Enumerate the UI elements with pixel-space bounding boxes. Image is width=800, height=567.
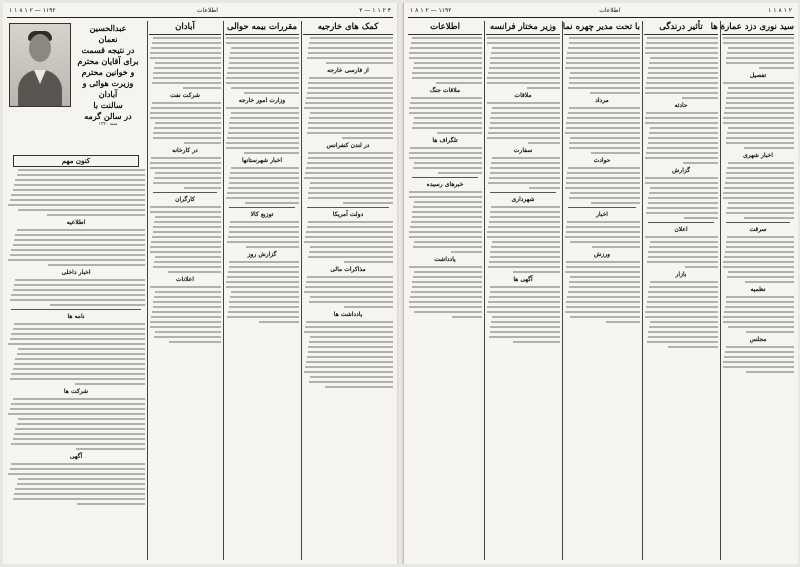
left-head-left: ۱۱۹۲ — ۲ ۱ ۸ ۱ ۱	[9, 7, 56, 14]
portrait-caption	[73, 23, 143, 128]
subheading: مرداد	[595, 97, 609, 104]
caption-line: سالنت با	[93, 100, 123, 110]
caption-line: وزیرت هوائی و آبادان	[82, 78, 134, 99]
subheading: سفارت	[513, 147, 533, 154]
subheading: اخبار	[596, 211, 608, 218]
subheading: شهرداری	[511, 196, 535, 203]
subheading: کارگران	[175, 196, 195, 203]
subheading: اخبار داخلی	[61, 269, 91, 276]
left-col-1	[303, 21, 393, 560]
subheading: توزیع کالا	[250, 211, 274, 218]
right-col-3	[564, 21, 640, 560]
right-col-1	[710, 21, 794, 560]
subheading: اخبار شهری	[743, 152, 773, 159]
subheading: در لندن کنفرانس	[326, 142, 370, 149]
subheading: وزارت امور خارجه	[238, 97, 286, 104]
subheading: مجلس	[749, 336, 767, 343]
column-heading: اطلاعات	[408, 22, 482, 35]
right-col-5	[408, 21, 482, 560]
subheading: ملاقات جنگ	[429, 87, 461, 94]
subheading: نظمیه	[750, 286, 766, 293]
right-col-4	[486, 21, 560, 560]
left-head-right: ۴ ۲ ۱ ۱ — ۲	[359, 7, 391, 14]
subheading: خبرهای رسیده	[426, 181, 464, 188]
subheading: گزارش	[671, 167, 691, 174]
column-heading: تأثیر درندگی	[644, 22, 718, 35]
subheading: شرکت نفت	[170, 92, 200, 99]
right-col-2	[644, 21, 718, 560]
caption-line: عبدالحسین	[89, 23, 127, 33]
right-head-right: ۲ ۱ ۸ ۱ ۱	[768, 7, 792, 14]
subheading: از فارسی خارجه	[327, 67, 369, 74]
caption-line: برای آقایان محترم	[77, 56, 139, 66]
subheading: ورزش	[593, 251, 611, 258]
subheading: اعلانات	[176, 276, 194, 283]
right-head-left: ۱۱۹۲ — ۲ ۱ ۸ ۱	[410, 7, 452, 14]
subheading: تلگراف ها	[432, 137, 458, 144]
newspaper-spread	[3, 3, 797, 564]
left-col-3	[149, 21, 221, 560]
right-head-center: اطلاعات	[599, 7, 621, 14]
left-page	[3, 3, 398, 564]
left-col-2	[225, 21, 299, 560]
subheading: تفصیل	[749, 72, 767, 79]
column-heading: با تحت مدیر چهره نما	[564, 22, 640, 35]
subheading: حوادث	[593, 157, 611, 164]
column-heading: کمک های خارجیه	[303, 22, 393, 35]
left-running-head	[7, 5, 393, 18]
subheading: گزارش روز	[247, 251, 277, 258]
subheading: اخبار شهرستانها	[241, 157, 283, 164]
left-col-4	[7, 153, 145, 560]
subheading: آگهی	[69, 453, 83, 460]
column-heading: مقررات بیمه حوالی	[225, 22, 299, 35]
caption-line: در نتیجه قسمت	[81, 45, 135, 55]
left-head-center: اطلاعات	[196, 7, 218, 14]
column-heading: وزیر مختار فرانسه	[486, 22, 560, 35]
subheading: سرقت	[749, 226, 767, 233]
portrait-photo	[9, 23, 71, 107]
column-heading: کنون مهم	[13, 155, 139, 167]
subheading: اطلاعیه	[66, 219, 86, 226]
subheading: مذاکرات مالی	[330, 266, 366, 273]
subheading: نامه ها	[67, 313, 85, 320]
right-page	[403, 3, 798, 564]
subheading: یادداشت	[434, 256, 456, 263]
subheading: اعلان	[674, 226, 688, 233]
caption-line: نعمان	[98, 34, 118, 44]
subheading: یادداشت ها	[333, 311, 363, 318]
caption-line: و خوانین محترم	[81, 67, 135, 77]
subheading: ملاقات	[514, 92, 532, 99]
subheading: آگهی ها	[513, 276, 533, 283]
subheading: بازار	[675, 271, 687, 278]
subheading: حادثه	[674, 102, 688, 109]
right-running-head	[408, 5, 794, 18]
caption-line: در سالن گرمه	[84, 111, 132, 121]
subheading: دولت آمریکا	[332, 211, 364, 218]
caption-note: سنه ۱۳۲۰	[98, 122, 118, 127]
subheading: در کارخانه	[172, 147, 198, 154]
column-heading: سید نوری دزد عمارة ها	[722, 22, 794, 35]
column-heading: آبادان	[149, 22, 221, 35]
subheading: شرکت ها	[63, 388, 89, 395]
